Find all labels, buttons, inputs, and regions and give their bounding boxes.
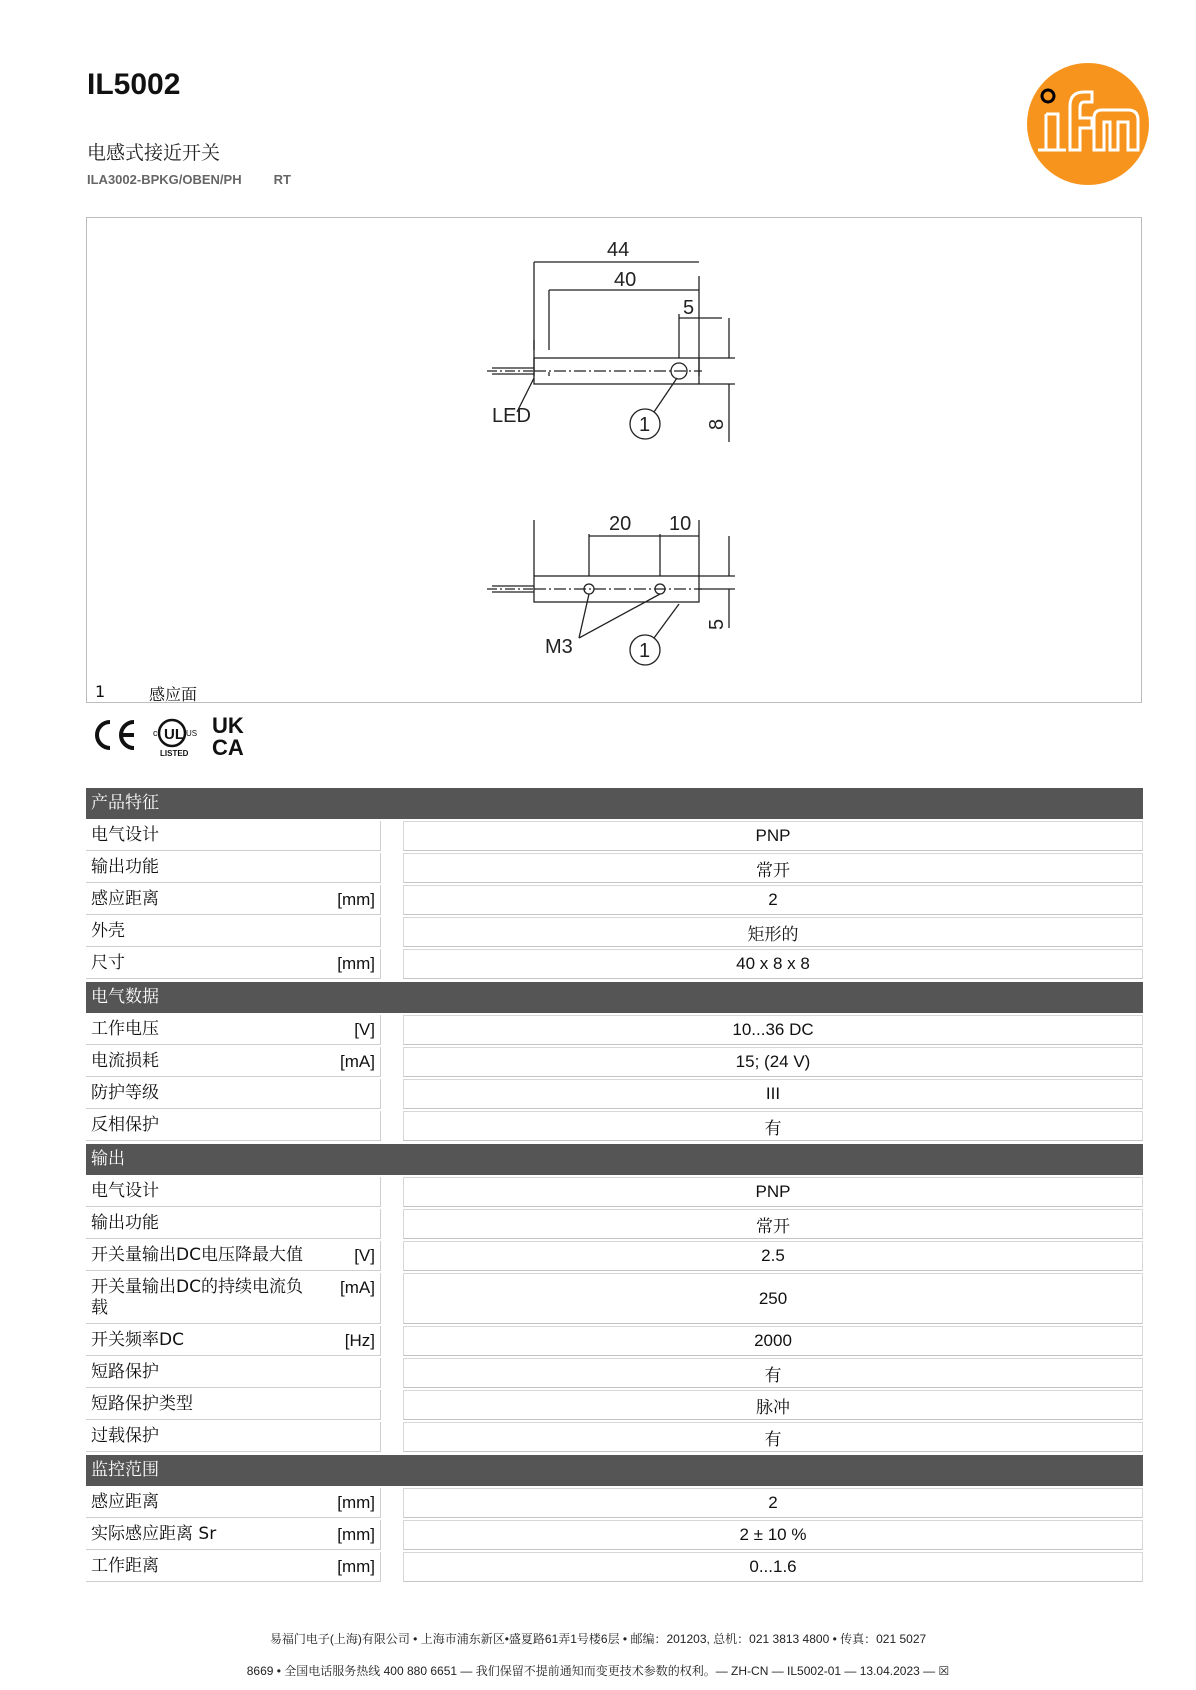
spec-value: 2 bbox=[403, 885, 1143, 915]
spec-value: 2000 bbox=[403, 1326, 1143, 1356]
spec-value: PNP bbox=[403, 1177, 1143, 1207]
svg-text:c: c bbox=[153, 728, 158, 738]
spec-unit: [mA] bbox=[340, 1052, 375, 1071]
section-header: 输出 bbox=[86, 1144, 1143, 1175]
callout-1-side: 1 bbox=[639, 640, 651, 662]
ukca-mark-icon bbox=[212, 713, 244, 760]
spec-gap bbox=[381, 1552, 403, 1582]
spec-gap bbox=[381, 853, 403, 883]
spec-row bbox=[86, 1390, 1143, 1420]
svg-text:UK: UK bbox=[212, 713, 244, 738]
product-code-text: ILA3002-BPKG/OBEN/PH bbox=[87, 172, 242, 187]
spec-label bbox=[86, 1273, 381, 1324]
spec-gap bbox=[381, 1111, 403, 1141]
spec-value: 2 bbox=[403, 1488, 1143, 1518]
spec-label-text: 尺寸 bbox=[91, 953, 125, 973]
spec-label-text: 工作距离 bbox=[91, 1556, 159, 1576]
spec-row bbox=[86, 1326, 1143, 1356]
svg-text:CA: CA bbox=[212, 735, 244, 760]
spec-label-text: 外壳 bbox=[91, 921, 125, 941]
svg-text:LISTED: LISTED bbox=[160, 749, 189, 758]
spec-label-text: 实际感应距离 Sr bbox=[91, 1524, 217, 1544]
spec-row bbox=[86, 853, 1143, 883]
spec-unit: [Hz] bbox=[344, 1331, 375, 1350]
footer-legal: 8669 • 全国电话服务热线 400 880 6651 — 我们保留不提前通知而变更技术参数的权利。— ZH-CN — IL5002-01 — 13.04.2023 — ☒ bbox=[246, 1664, 950, 1678]
spec-gap bbox=[381, 1358, 403, 1388]
spec-row bbox=[86, 1241, 1143, 1271]
spec-row bbox=[86, 1177, 1143, 1207]
spec-label-text: 防护等级 bbox=[91, 1083, 159, 1103]
spec-label-text: 开关量输出DC电压降最大值 bbox=[91, 1245, 303, 1265]
spec-label bbox=[86, 1488, 381, 1518]
spec-label-text: 输出功能 bbox=[91, 1213, 159, 1233]
spec-value: 有 bbox=[403, 1111, 1143, 1141]
spec-value: 有 bbox=[403, 1422, 1143, 1452]
spec-unit: [V] bbox=[354, 1246, 375, 1265]
spec-row bbox=[86, 1488, 1143, 1518]
dimension-drawing bbox=[86, 217, 1142, 703]
spec-label-text: 短路保护类型 bbox=[91, 1394, 193, 1414]
spec-row bbox=[86, 1358, 1143, 1388]
spec-value: 常开 bbox=[403, 1209, 1143, 1239]
spec-row bbox=[86, 1552, 1143, 1582]
spec-label bbox=[86, 1520, 381, 1550]
spec-value: 250 bbox=[403, 1273, 1143, 1324]
spec-label bbox=[86, 1241, 381, 1271]
dim-5-side-label: 5 bbox=[706, 618, 728, 630]
spec-gap bbox=[381, 1422, 403, 1452]
spec-gap bbox=[381, 1520, 403, 1550]
spec-gap bbox=[381, 1015, 403, 1045]
m3-label: M3 bbox=[545, 636, 573, 658]
spec-row bbox=[86, 1273, 1143, 1324]
spec-label bbox=[86, 1390, 381, 1420]
spec-unit: [mm] bbox=[337, 1493, 375, 1512]
dim-5-top-label: 5 bbox=[683, 297, 695, 319]
spec-label-text: 开关频率DC bbox=[91, 1330, 184, 1350]
spec-gap bbox=[381, 885, 403, 915]
product-code bbox=[87, 172, 291, 187]
spec-value: 常开 bbox=[403, 853, 1143, 883]
spec-row bbox=[86, 1079, 1143, 1109]
spec-label-text: 电流损耗 bbox=[91, 1051, 159, 1071]
spec-label-text: 反相保护 bbox=[91, 1115, 159, 1135]
spec-row bbox=[86, 1111, 1143, 1141]
spec-label-text: 短路保护 bbox=[91, 1362, 159, 1382]
spec-label-text: 感应距离 bbox=[91, 889, 159, 909]
spec-label bbox=[86, 853, 381, 883]
spec-gap bbox=[381, 1241, 403, 1271]
spec-gap bbox=[381, 917, 403, 947]
spec-value: 2.5 bbox=[403, 1241, 1143, 1271]
spec-value: 矩形的 bbox=[403, 917, 1143, 947]
spec-row bbox=[86, 1209, 1143, 1239]
spec-label bbox=[86, 917, 381, 947]
product-title: IL5002 bbox=[87, 68, 181, 101]
led-label: LED bbox=[492, 405, 531, 427]
ce-mark-icon bbox=[97, 722, 134, 748]
spec-row bbox=[86, 821, 1143, 851]
dim-40-label: 40 bbox=[614, 269, 637, 291]
spec-value: 10...36 DC bbox=[403, 1015, 1143, 1045]
spec-value: 脉冲 bbox=[403, 1390, 1143, 1420]
spec-label bbox=[86, 1111, 381, 1141]
legend-number: 1 bbox=[95, 682, 106, 701]
spec-row bbox=[86, 949, 1143, 979]
spec-label-text: 输出功能 bbox=[91, 857, 159, 877]
spec-label bbox=[86, 949, 381, 979]
spec-label bbox=[86, 1552, 381, 1582]
spec-value: 有 bbox=[403, 1358, 1143, 1388]
spec-gap bbox=[381, 1488, 403, 1518]
callout-1-top: 1 bbox=[639, 414, 651, 436]
spec-label bbox=[86, 1209, 381, 1239]
spec-label bbox=[86, 1047, 381, 1077]
certification-marks bbox=[90, 712, 260, 760]
spec-label-text: 感应距离 bbox=[91, 1492, 159, 1512]
spec-row bbox=[86, 885, 1143, 915]
spec-label bbox=[86, 1177, 381, 1207]
footer-address: 易福门电子(上海)有限公司 • 上海市浦东新区•盛夏路61弄1号楼6层 • 邮编：201203, 总机：021 3813 4800 • 传真：021 5027 bbox=[269, 1632, 927, 1646]
section-header: 监控范围 bbox=[86, 1455, 1143, 1486]
spec-unit: [mm] bbox=[337, 954, 375, 973]
spec-table bbox=[86, 788, 1143, 1582]
spec-gap bbox=[381, 1390, 403, 1420]
spec-row bbox=[86, 1047, 1143, 1077]
spec-gap bbox=[381, 1079, 403, 1109]
spec-value: 0...1.6 bbox=[403, 1552, 1143, 1582]
spec-label bbox=[86, 1079, 381, 1109]
spec-value: 15; (24 V) bbox=[403, 1047, 1143, 1077]
spec-unit: [mm] bbox=[337, 1525, 375, 1544]
svg-text:US: US bbox=[186, 729, 198, 738]
culus-listed-icon bbox=[153, 720, 197, 758]
spec-gap bbox=[381, 1177, 403, 1207]
spec-row bbox=[86, 1015, 1143, 1045]
spec-label bbox=[86, 1422, 381, 1452]
spec-unit: [V] bbox=[354, 1020, 375, 1039]
spec-label-text: 开关量输出DC的持续电流负载 bbox=[91, 1277, 303, 1318]
spec-unit: [mm] bbox=[337, 1557, 375, 1576]
spec-row bbox=[86, 1520, 1143, 1550]
product-code-suffix: RT bbox=[273, 172, 291, 187]
spec-value: 40 x 8 x 8 bbox=[403, 949, 1143, 979]
spec-label-text: 电气设计 bbox=[91, 825, 159, 845]
dim-10-label: 10 bbox=[669, 513, 692, 535]
spec-value: III bbox=[403, 1079, 1143, 1109]
section-header: 电气数据 bbox=[86, 982, 1143, 1013]
legend-text: 感应面 bbox=[149, 685, 198, 704]
spec-label bbox=[86, 885, 381, 915]
spec-gap bbox=[381, 1326, 403, 1356]
spec-label bbox=[86, 1326, 381, 1356]
spec-gap bbox=[381, 1273, 403, 1324]
section-header: 产品特征 bbox=[86, 788, 1143, 819]
spec-label-text: 工作电压 bbox=[91, 1019, 159, 1039]
dim-20-label: 20 bbox=[609, 513, 632, 535]
product-subtitle: 电感式接近开关 bbox=[87, 142, 221, 164]
ifm-logo bbox=[1026, 62, 1150, 186]
spec-label-text: 电气设计 bbox=[91, 1181, 159, 1201]
dimension-drawing-svg bbox=[87, 218, 1143, 704]
dim-44-label: 44 bbox=[607, 239, 630, 261]
spec-label bbox=[86, 1358, 381, 1388]
spec-label bbox=[86, 1015, 381, 1045]
spec-value: 2 ± 10 % bbox=[403, 1520, 1143, 1550]
dim-8-label: 8 bbox=[706, 418, 728, 430]
spec-row bbox=[86, 1422, 1143, 1452]
svg-text:UL: UL bbox=[164, 726, 184, 743]
spec-label-text: 过载保护 bbox=[91, 1426, 159, 1446]
spec-label bbox=[86, 821, 381, 851]
spec-gap bbox=[381, 1209, 403, 1239]
spec-gap bbox=[381, 821, 403, 851]
spec-row bbox=[86, 917, 1143, 947]
spec-gap bbox=[381, 949, 403, 979]
spec-unit: [mm] bbox=[337, 890, 375, 909]
spec-unit: [mA] bbox=[340, 1278, 375, 1297]
spec-gap bbox=[381, 1047, 403, 1077]
spec-value: PNP bbox=[403, 821, 1143, 851]
